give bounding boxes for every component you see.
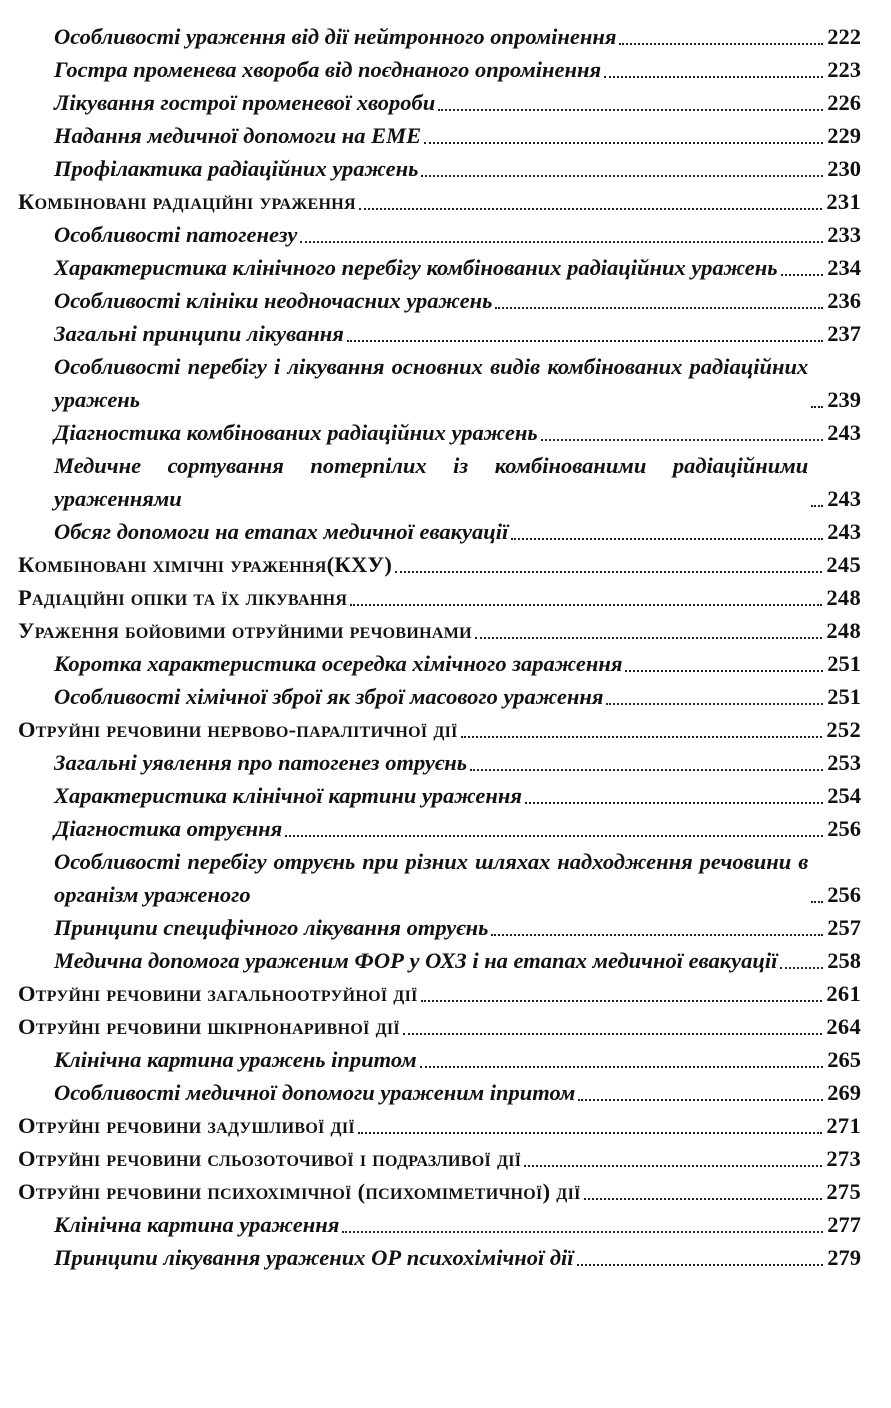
toc-subsection-entry: [18, 416, 861, 449]
toc-section-entry: [18, 1109, 861, 1142]
toc-entry-title: Клінічна картина ураження: [54, 1212, 340, 1237]
toc-page-number: 233: [827, 222, 861, 247]
dot-leader: [300, 241, 823, 243]
toc-entry-title: Ураження бойовими отруйними речовинами: [18, 618, 472, 643]
toc-page-number: 236: [827, 288, 861, 313]
toc-subsection-entry: [18, 812, 861, 845]
dot-leader: [625, 670, 823, 672]
toc-entry-title: Особливості перебігу отруєнь при різних шляхах надходження речовини в організм ураженого: [54, 849, 809, 907]
toc-page-number: 230: [827, 156, 861, 181]
toc-subsection-entry: [18, 1241, 861, 1274]
dot-leader: [780, 967, 823, 969]
toc-entry-title: Діагностика отруєння: [54, 816, 283, 841]
toc-entry-title: Характеристика клінічного перебігу комбінованих радіаційних уражень: [54, 255, 778, 280]
toc-page-number: 243: [827, 420, 861, 445]
toc-page-number: 273: [826, 1146, 861, 1171]
toc-page-number: 223: [827, 57, 861, 82]
toc-page-number: 265: [827, 1047, 861, 1072]
dot-leader: [619, 43, 823, 45]
toc-page-number: 261: [826, 981, 861, 1006]
dot-leader: [285, 835, 823, 837]
toc-entry-title: Особливості ураження від дії нейтронного опромінення: [54, 24, 617, 49]
toc-page-number: 277: [827, 1212, 861, 1237]
toc-entry-title: Лікування гострої променевої хвороби: [54, 90, 436, 115]
toc-subsection-entry: [18, 1076, 861, 1109]
toc-page-number: 239: [827, 387, 861, 412]
dot-leader: [525, 802, 823, 804]
toc-page-number: 269: [827, 1080, 861, 1105]
toc-subsection-entry: [18, 251, 861, 284]
dot-leader: [495, 307, 823, 309]
toc-entry-title: Надання медичної допомоги на ЕМЕ: [54, 123, 422, 148]
dot-leader: [461, 736, 823, 738]
toc-subsection-entry: [18, 746, 861, 779]
toc-page-number: 248: [826, 585, 861, 610]
dot-leader: [578, 1099, 823, 1101]
toc-page-number: 271: [826, 1113, 861, 1138]
dot-leader: [420, 1066, 824, 1068]
toc-page-number: 258: [827, 948, 861, 973]
toc-page-number: 275: [826, 1179, 861, 1204]
toc-section-entry: [18, 614, 861, 647]
dot-leader: [347, 340, 823, 342]
dot-leader: [524, 1165, 822, 1167]
toc-entry-title: Особливості медичної допомоги ураженим іпритом: [54, 1080, 576, 1105]
toc-section-entry: [18, 548, 861, 581]
toc-subsection-entry: [18, 317, 861, 350]
toc-entry-title: Отруйні речовини сльозоточивої і подразливої дії: [18, 1146, 522, 1171]
table-of-contents: [18, 20, 861, 1274]
toc-subsection-entry: [18, 680, 861, 713]
dot-leader: [438, 109, 823, 111]
toc-subsection-entry: [18, 284, 861, 317]
toc-section-entry: [18, 977, 861, 1010]
toc-page-number: 264: [826, 1014, 861, 1039]
dot-leader: [541, 439, 824, 441]
toc-entry-title: Медичне сортування потерпілих із комбінованими радіаційними ураженнями: [54, 453, 809, 511]
toc-subsection-entry: [18, 647, 861, 680]
dot-leader: [475, 637, 822, 639]
toc-subsection-entry: [18, 152, 861, 185]
toc-section-entry: [18, 1010, 861, 1043]
toc-section-entry: [18, 185, 861, 218]
toc-entry-title: Гостра променева хвороба від поєднаного опромінення: [54, 57, 602, 82]
toc-subsection-entry: [18, 845, 861, 911]
toc-subsection-entry: [18, 449, 861, 515]
toc-subsection-entry: [18, 515, 861, 548]
toc-page-number: 252: [826, 717, 861, 742]
toc-section-entry: [18, 713, 861, 746]
toc-entry-title: Комбіновані радіаційні ураження: [18, 189, 356, 214]
toc-page-number: 256: [827, 882, 861, 907]
toc-entry-title: Особливості перебігу і лікування основних видів комбінованих радіаційних уражень: [54, 354, 809, 412]
toc-entry-title: Обсяг допомоги на етапах медичної евакуації: [54, 519, 509, 544]
toc-entry-title: Коротка характеристика осередка хімічного зараження: [54, 651, 623, 676]
dot-leader: [421, 175, 823, 177]
toc-entry-title: Медична допомога ураженим ФОР у ОХЗ і на етапах медичної евакуації: [54, 948, 778, 973]
toc-section-entry: [18, 581, 861, 614]
toc-page-number: 245: [826, 552, 861, 577]
toc-page-number: 251: [827, 684, 861, 709]
toc-entry-title: Характеристика клінічної картини ураження: [54, 783, 522, 808]
dot-leader: [577, 1264, 824, 1266]
toc-entry-title: Діагностика комбінованих радіаційних уражень: [54, 420, 538, 445]
toc-page-number: 243: [827, 519, 861, 544]
toc-subsection-entry: [18, 1208, 861, 1241]
toc-page-number: 257: [827, 915, 861, 940]
toc-subsection-entry: [18, 218, 861, 251]
dot-leader: [421, 1000, 823, 1002]
dot-leader: [511, 538, 823, 540]
toc-page-number: 234: [827, 255, 861, 280]
toc-entry-title: Отруйні речовини задушливої дії: [18, 1113, 355, 1138]
toc-page-number: 222: [827, 24, 861, 49]
dot-leader: [606, 703, 823, 705]
toc-entry-title: Комбіновані хімічні ураження(КХУ): [18, 552, 393, 577]
dot-leader: [604, 76, 823, 78]
dot-leader: [811, 901, 823, 903]
toc-entry-title: Радіаційні опіки та їх лікування: [18, 585, 348, 610]
toc-page-number: 256: [827, 816, 861, 841]
toc-entry-title: Профілактика радіаційних уражень: [54, 156, 419, 181]
dot-leader: [470, 769, 823, 771]
toc-page-number: 251: [827, 651, 861, 676]
toc-page-number: 237: [827, 321, 861, 346]
toc-entry-title: Особливості клініки неодночасних уражень: [54, 288, 493, 313]
toc-subsection-entry: [18, 944, 861, 977]
dot-leader: [358, 1132, 822, 1134]
toc-page-number: 226: [827, 90, 861, 115]
toc-entry-title: Особливості хімічної зброї як зброї масового ураження: [54, 684, 604, 709]
toc-entry-title: Принципи специфічного лікування отруєнь: [54, 915, 489, 940]
toc-subsection-entry: [18, 350, 861, 416]
dot-leader: [811, 505, 823, 507]
toc-section-entry: [18, 1175, 861, 1208]
dot-leader: [342, 1231, 823, 1233]
toc-entry-title: Клінічна картина уражень іпритом: [54, 1047, 417, 1072]
dot-leader: [491, 934, 823, 936]
toc-entry-title: Принципи лікування уражених ОР психохімічної дії: [54, 1245, 574, 1270]
toc-subsection-entry: [18, 119, 861, 152]
dot-leader: [781, 274, 824, 276]
toc-subsection-entry: [18, 53, 861, 86]
toc-page-number: 231: [826, 189, 861, 214]
toc-entry-title: Отруйні речовини шкірнонаривної дії: [18, 1014, 400, 1039]
toc-entry-title: Отруйні речовини загальноотруйної дії: [18, 981, 418, 1006]
dot-leader: [424, 142, 823, 144]
toc-subsection-entry: [18, 86, 861, 119]
toc-page-number: 243: [827, 486, 861, 511]
toc-entry-title: Особливості патогенезу: [54, 222, 298, 247]
toc-entry-title: Загальні уявлення про патогенез отруєнь: [54, 750, 468, 775]
toc-subsection-entry: [18, 779, 861, 812]
toc-subsection-entry: [18, 20, 861, 53]
toc-entry-title: Отруйні речовини психохімічної (психоміметичної) дії: [18, 1179, 581, 1204]
toc-page-number: 229: [827, 123, 861, 148]
toc-section-entry: [18, 1142, 861, 1175]
toc-entry-title: Загальні принципи лікування: [54, 321, 344, 346]
toc-subsection-entry: [18, 1043, 861, 1076]
toc-page-number: 254: [827, 783, 861, 808]
toc-page-number: 253: [827, 750, 861, 775]
toc-page-number: 279: [827, 1245, 861, 1270]
toc-subsection-entry: [18, 911, 861, 944]
dot-leader: [811, 406, 823, 408]
dot-leader: [584, 1198, 823, 1200]
dot-leader: [359, 208, 823, 210]
dot-leader: [350, 604, 822, 606]
toc-entry-title: Отруйні речовини нервово-паралітичної дії: [18, 717, 458, 742]
dot-leader: [403, 1033, 822, 1035]
toc-page-number: 248: [826, 618, 861, 643]
dot-leader: [395, 571, 822, 573]
